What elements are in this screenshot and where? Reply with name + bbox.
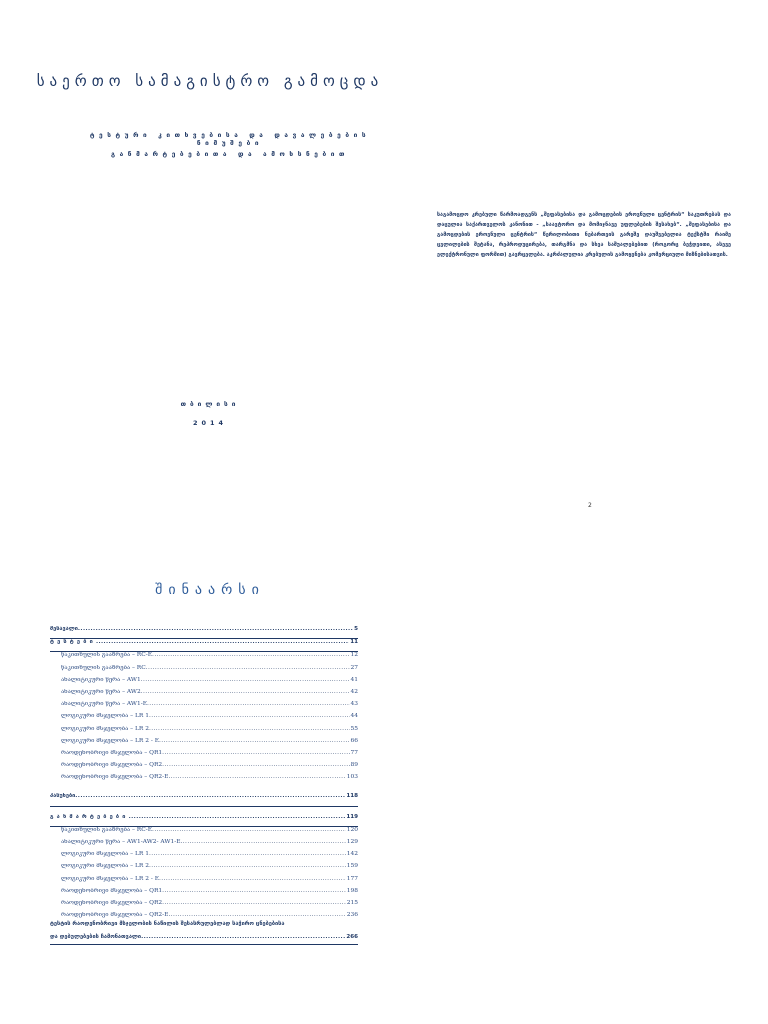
toc-entry[interactable] <box>50 665 358 677</box>
toc-entry-page: 118 <box>346 793 358 800</box>
toc-entry-label: რაოდენობრივი მსჯელობა – QR1 <box>61 749 163 756</box>
toc-leader-dots <box>159 876 346 882</box>
toc-entry-label: წაკითხულის გააზრება – RC <box>61 664 146 671</box>
toc-leader-dots <box>162 750 349 756</box>
year-label: 2014 <box>192 419 228 427</box>
toc-entry-page: 159 <box>346 863 358 870</box>
toc-leader-dots <box>141 677 350 683</box>
toc-entry[interactable] <box>50 900 358 912</box>
toc-entry[interactable] <box>50 888 358 900</box>
toc-leader-dots <box>141 931 345 944</box>
toc-entry-label: წაკითხულის გააზრება – RC-E <box>61 826 153 833</box>
toc-entry-label: რაოდენობრივი მსჯელობა – QR2 <box>61 762 163 769</box>
toc-entry-label: რაოდენობრივი მსჯელობა – QR1 <box>61 887 163 894</box>
toc-final-line-2-row <box>50 931 358 945</box>
toc-entry-page: 142 <box>346 851 358 858</box>
toc-entry-page: 12 <box>350 652 358 659</box>
toc-entry-page: 44 <box>350 713 358 720</box>
toc-entry-page: 42 <box>350 688 358 695</box>
toc-leader-dots <box>96 639 349 645</box>
toc-leader-dots <box>146 665 350 671</box>
toc-final-page: 266 <box>346 934 358 940</box>
subtitle-line-1: ტესტური კითხვებისა და დავალებების ნიმუშები <box>89 131 371 147</box>
toc-leader-dots <box>149 713 350 719</box>
toc-entry-label: ანალიტიკური წერა – AW2 <box>61 688 141 695</box>
toc-entry-page: 120 <box>346 826 358 833</box>
toc-entry-label: პასუხები <box>50 793 76 800</box>
toc-entry[interactable] <box>50 762 358 774</box>
page-number: 2 <box>588 502 592 509</box>
toc-leader-dots <box>152 827 346 833</box>
toc-entry[interactable] <box>50 677 358 689</box>
toc-entry[interactable] <box>50 814 358 827</box>
copyright-notice: საგამოცდო კრებული წარმოადგენს „შეფასებისა და გამოცდების ეროვნული ცენტრის“ საკუთრებას და დაცულია საქართველოს კანონით - „საავტორო და მომიჯნავე უფლებების შესახებ“. „შეფასებისა და გამოცდების ეროვნული ცენტრის“ წერილობითი ნებართვის გარეშე დაუშვებელია ტექსტში რაიმე ცვლილების შეტანა, რეპროდუცირება, თარგმნა და სხვა საშუალებებით (როგორც ბეჭდვითი, ასევე ელექტრონული ფორმით) გავრცელება. აკრძალულია კრებულის გამოყენება კომერციული მიზნებისათვის. <box>437 212 731 258</box>
toc-entry[interactable] <box>50 639 358 652</box>
toc-entry[interactable] <box>50 738 358 750</box>
toc-entry[interactable] <box>50 876 358 888</box>
toc-entry-page: 177 <box>346 875 358 882</box>
toc-title: შინაარსი <box>155 582 265 598</box>
toc-entry-page: 43 <box>350 701 358 708</box>
toc-entry-page: 215 <box>346 899 358 906</box>
city-label: თბილისი <box>180 400 240 408</box>
toc-leader-dots <box>168 774 345 780</box>
toc-entry-label: რაოდენობრივი მსჯელობა – QR2 <box>61 899 163 906</box>
toc-leader-dots <box>129 814 346 820</box>
toc-entry[interactable] <box>50 839 358 851</box>
toc-entry[interactable] <box>50 827 358 839</box>
toc-entry-page: 11 <box>350 639 358 646</box>
toc-final-line-1: ტესტის რაოდენობრივი მსჯელობის ნაწილის შესასრულებლად საჭირო ცნებებისა <box>50 921 285 927</box>
toc-entry-label: ლოგიკური მსჯელობა – LR 2 - E <box>61 875 159 882</box>
toc-leader-dots <box>162 888 346 894</box>
toc-entry[interactable] <box>50 701 358 713</box>
toc-entry-label: ანალიტიკური წერა – AW1-E <box>61 701 148 708</box>
toc-entry-page: 77 <box>350 749 358 756</box>
toc-entry-page: 89 <box>350 762 358 769</box>
toc-entry-label: ლოგიკური მსჯელობა – LR 2 <box>61 863 149 870</box>
table-of-contents <box>50 626 358 924</box>
toc-entry-label: ანალიტიკური წერა – AW1-AW2- AW1-E <box>61 839 181 845</box>
toc-entry[interactable] <box>50 851 358 863</box>
toc-entry-page: 27 <box>350 664 358 671</box>
toc-final-entry[interactable] <box>50 918 358 945</box>
exam-title: საერთო სამაგისტრო გამოცდა <box>36 72 384 90</box>
toc-entry-label: შესავალი <box>50 626 78 632</box>
toc-entry-page: 5 <box>354 626 358 632</box>
toc-leader-dots <box>149 863 346 869</box>
toc-entry[interactable] <box>50 863 358 875</box>
toc-entry-label: ლოგიკური მსჯელობა – LR 1 <box>61 851 149 858</box>
toc-entry[interactable] <box>50 750 358 762</box>
toc-entry-page: 103 <box>346 774 358 781</box>
toc-entry-label: ლოგიკური მსჯელობა – LR 1 <box>61 713 149 720</box>
subtitle-line-2: განმარტებებითა და ამოხსნებით <box>110 150 350 158</box>
toc-entry[interactable] <box>50 726 358 738</box>
toc-entry-label: რაოდენობრივი მსჯელობა – QR2-E <box>61 912 169 919</box>
toc-leader-dots <box>141 689 350 695</box>
toc-entry[interactable] <box>50 793 358 806</box>
toc-entry-label: რაოდენობრივი მსჯელობა – QR2-E <box>61 774 169 781</box>
toc-leader-dots <box>162 762 349 768</box>
toc-entry-page: 236 <box>346 912 358 919</box>
toc-leader-dots <box>147 701 349 707</box>
toc-entry-page: 198 <box>346 887 358 894</box>
toc-leader-dots <box>78 626 353 632</box>
toc-entry[interactable] <box>50 626 358 639</box>
toc-leader-dots <box>149 851 346 857</box>
toc-entry-page: 66 <box>350 737 358 744</box>
toc-leader-dots <box>149 726 350 732</box>
toc-leader-dots <box>159 738 350 744</box>
toc-entry[interactable] <box>50 774 358 786</box>
toc-entry-label: ანალიტიკური წერა – AW1 <box>61 676 141 683</box>
toc-entry-page: 55 <box>350 725 358 732</box>
toc-leader-dots <box>181 839 346 845</box>
toc-entry-page: 119 <box>346 813 358 820</box>
toc-entry-page: 129 <box>346 839 358 845</box>
toc-leader-dots <box>152 652 349 658</box>
toc-entry-label: ტესტები <box>50 639 96 646</box>
toc-entry-page: 41 <box>350 676 358 683</box>
toc-entry[interactable] <box>50 689 358 701</box>
toc-entry[interactable] <box>50 713 358 725</box>
toc-leader-dots <box>75 793 345 799</box>
toc-entry-label: განმარტებები <box>50 813 129 820</box>
toc-leader-dots <box>162 900 346 906</box>
toc-entry[interactable] <box>50 652 358 664</box>
toc-final-line-2: და დებულებების ჩამონათვალი <box>50 934 142 940</box>
toc-entry-label: ლოგიკური მსჯელობა – LR 2 <box>61 725 149 732</box>
toc-entry-label: ლოგიკური მსჯელობა – LR 2 - E <box>61 737 159 744</box>
toc-entry-label: წაკითხულის გააზრება – RC-E <box>61 652 153 659</box>
